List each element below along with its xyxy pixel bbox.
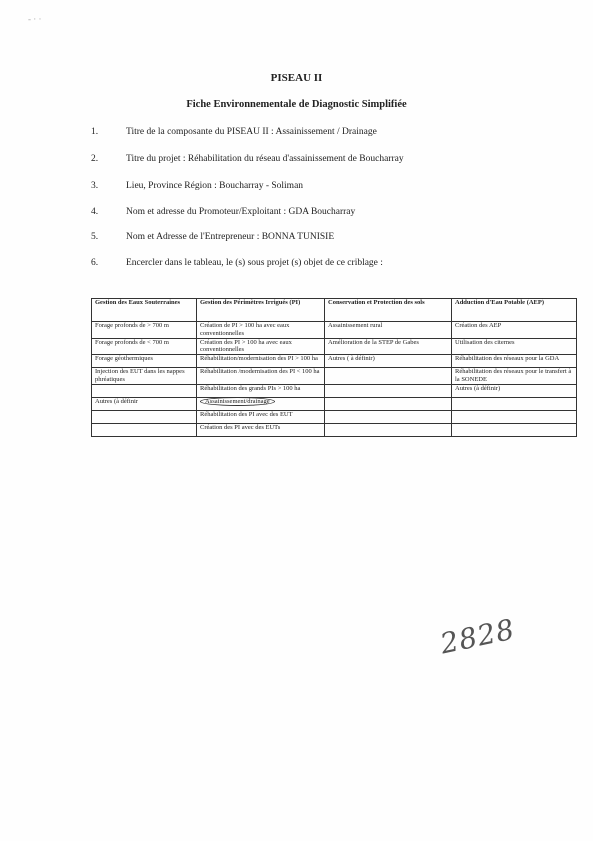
table-cell [92, 384, 197, 397]
list-item [91, 127, 377, 137]
scan-artifact: - · · [28, 14, 42, 24]
table-cell [92, 423, 197, 436]
document-subtitle: Fiche Environnementale de Diagnostic Simplifiée [186, 99, 407, 110]
table-cell: Autres ( à définir) [325, 355, 452, 368]
table-cell: Création des PI > 100 ha avec eaux conventionnelles [197, 338, 325, 355]
table-cell: Autres (à définir) [452, 384, 577, 397]
item-number: 5. [91, 232, 99, 242]
table-header-row [92, 299, 577, 322]
column-header: Adduction d'Eau Potable (AEP) [452, 299, 577, 322]
table-cell: Réhabilitation des réseaux pour la GDA [452, 355, 577, 368]
list-item [91, 207, 355, 217]
screening-table [91, 298, 577, 437]
table-cell: Réhabilitation des grands PIs > 100 ha [197, 384, 325, 397]
table-cell: Création des PI avec des EUTs [197, 423, 325, 436]
table-cell [452, 423, 577, 436]
table-cell [325, 384, 452, 397]
item-number: 4. [91, 207, 99, 217]
item-text: Titre de la composante du PISEAU II : Assainissement / Drainage [126, 127, 377, 137]
table-cell: Amélioration de la STEP de Gabes [325, 338, 452, 355]
item-text: Nom et adresse du Promoteur/Exploitant : GDA Boucharray [126, 207, 356, 217]
table-row [92, 384, 577, 397]
table-cell: Réhabilitation /modernisation des PI < 100 ha [197, 368, 325, 385]
list-item [91, 232, 334, 242]
item-number: 6. [91, 258, 99, 268]
table-cell: Forage géothermiques [92, 355, 197, 368]
item-number: 1. [91, 127, 99, 137]
table-cell [452, 410, 577, 423]
list-item [91, 258, 383, 268]
table-cell: Création des AEP [452, 322, 577, 339]
list-item [91, 181, 303, 191]
table-cell: Assainissement rural [325, 322, 452, 339]
circled-option: Assainissement/drainage [200, 397, 275, 406]
table-cell: Création de PI > 100 ha avec eaux conventionnelles [197, 322, 325, 339]
item-number: 2. [91, 154, 99, 164]
item-text: Titre du projet : Réhabilitation du réseau d'assainissement de Boucharray [126, 154, 404, 164]
table-cell: Réhabilitation des PI avec des EUT [197, 410, 325, 423]
table-cell: Autres (à définir [92, 397, 197, 410]
document-title: PISEAU II [270, 72, 323, 84]
table-row [92, 397, 577, 410]
table-cell [325, 368, 452, 385]
item-number: 3. [91, 181, 99, 191]
table-cell: Réhabilitation/modernisation des PI > 100 ha [197, 355, 325, 368]
table-cell [452, 397, 577, 410]
table-cell: Utilisation des citernes [452, 338, 577, 355]
table-cell [325, 397, 452, 410]
column-header: Conservation et Protection des sols [325, 299, 452, 322]
table-cell: Injection des EUT dans les nappes phréatiques [92, 368, 197, 385]
table-cell: Forage profonds de > 700 m [92, 322, 197, 339]
item-text: Nom et Adresse de l'Entrepreneur : BONNA TUNISIE [126, 232, 335, 242]
table-row [92, 338, 577, 355]
table-cell: Forage profonds de < 700 m [92, 338, 197, 355]
table-cell: Réhabilitation des réseaux pour le transfert à la SONEDE [452, 368, 577, 385]
item-text: Lieu, Province Région : Boucharray - Soliman [126, 181, 304, 191]
table-row [92, 423, 577, 436]
item-text: Encercler dans le tableau, le (s) sous projet (s) objet de ce criblage : [126, 258, 383, 268]
column-header: Gestion des Eaux Souterraines [92, 299, 197, 322]
column-header: Gestion des Périmètres Irrigués (PI) [197, 299, 325, 322]
handwritten-number: 2828 [437, 612, 518, 661]
table-row [92, 355, 577, 368]
list-item [91, 154, 404, 164]
table-cell [92, 410, 197, 423]
table-row [92, 368, 577, 385]
table-cell-selected [197, 397, 325, 410]
table-cell [325, 423, 452, 436]
table-row [92, 322, 577, 339]
table-row [92, 410, 577, 423]
table-cell [325, 410, 452, 423]
